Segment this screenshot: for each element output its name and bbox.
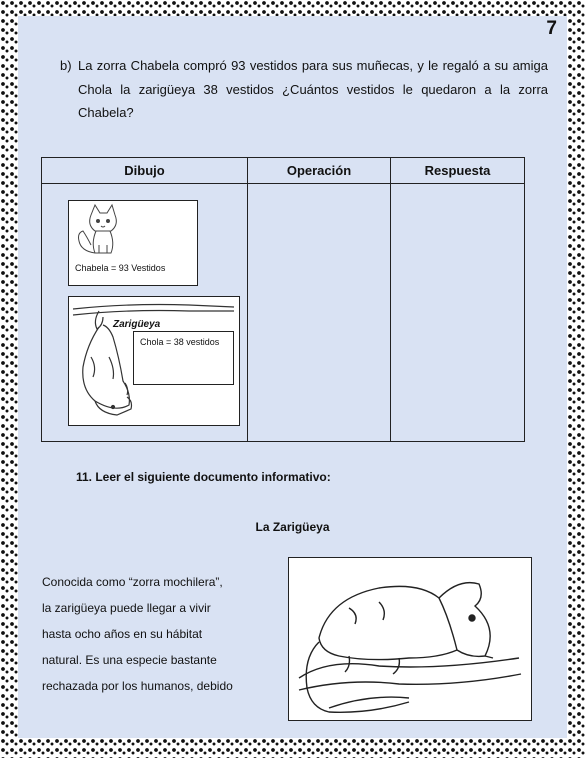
header-respuesta: Respuesta: [391, 158, 525, 184]
question-label: b): [60, 58, 72, 73]
question-text: La zorra Chabela compró 93 vestidos para sus muñecas, y le regaló a su amiga Chola la zarigüeya 38 vestidos ¿Cuántos vestidos le quedaron a la zorra Chabela?: [78, 58, 548, 120]
possum-drawing-box: [68, 296, 240, 426]
section-heading: 11. Leer el siguiente documento informativo:: [76, 470, 331, 484]
article-paragraph: [42, 569, 272, 699]
dibujo-cell: [42, 184, 248, 442]
header-operacion: Operación: [248, 158, 391, 184]
possum-caption-box: [133, 331, 234, 385]
article-line: Conocida como “zorra mochilera”,: [42, 575, 223, 589]
fox-drawing-box: [68, 200, 198, 286]
question-b: [60, 54, 548, 125]
header-dibujo: Dibujo: [42, 158, 248, 184]
possum-title: Zarigüeya: [113, 319, 161, 330]
article-line: rechazada por los humanos, debido: [42, 679, 233, 693]
respuesta-cell[interactable]: [391, 184, 525, 442]
answer-table: [41, 157, 525, 442]
page-number: 7: [546, 18, 557, 39]
possum-picture: [288, 557, 532, 721]
article-line: natural. Es una especie bastante: [42, 653, 217, 667]
table-body-row: [42, 184, 525, 442]
operacion-cell[interactable]: [248, 184, 391, 442]
fox-caption: Chabela = 93 Vestidos: [75, 263, 166, 273]
article-line: la zarigüeya puede llegar a vivir: [42, 601, 211, 615]
possum-caption: Chola = 38 vestidos: [140, 337, 220, 347]
article-line: hasta ocho años en su hábitat: [42, 627, 203, 641]
possum-image: [289, 558, 531, 720]
fox-illustration: [69, 201, 197, 261]
article-title: La Zarigüeya: [255, 520, 330, 534]
table-header-row: [42, 158, 525, 184]
worksheet-page: [18, 16, 567, 738]
